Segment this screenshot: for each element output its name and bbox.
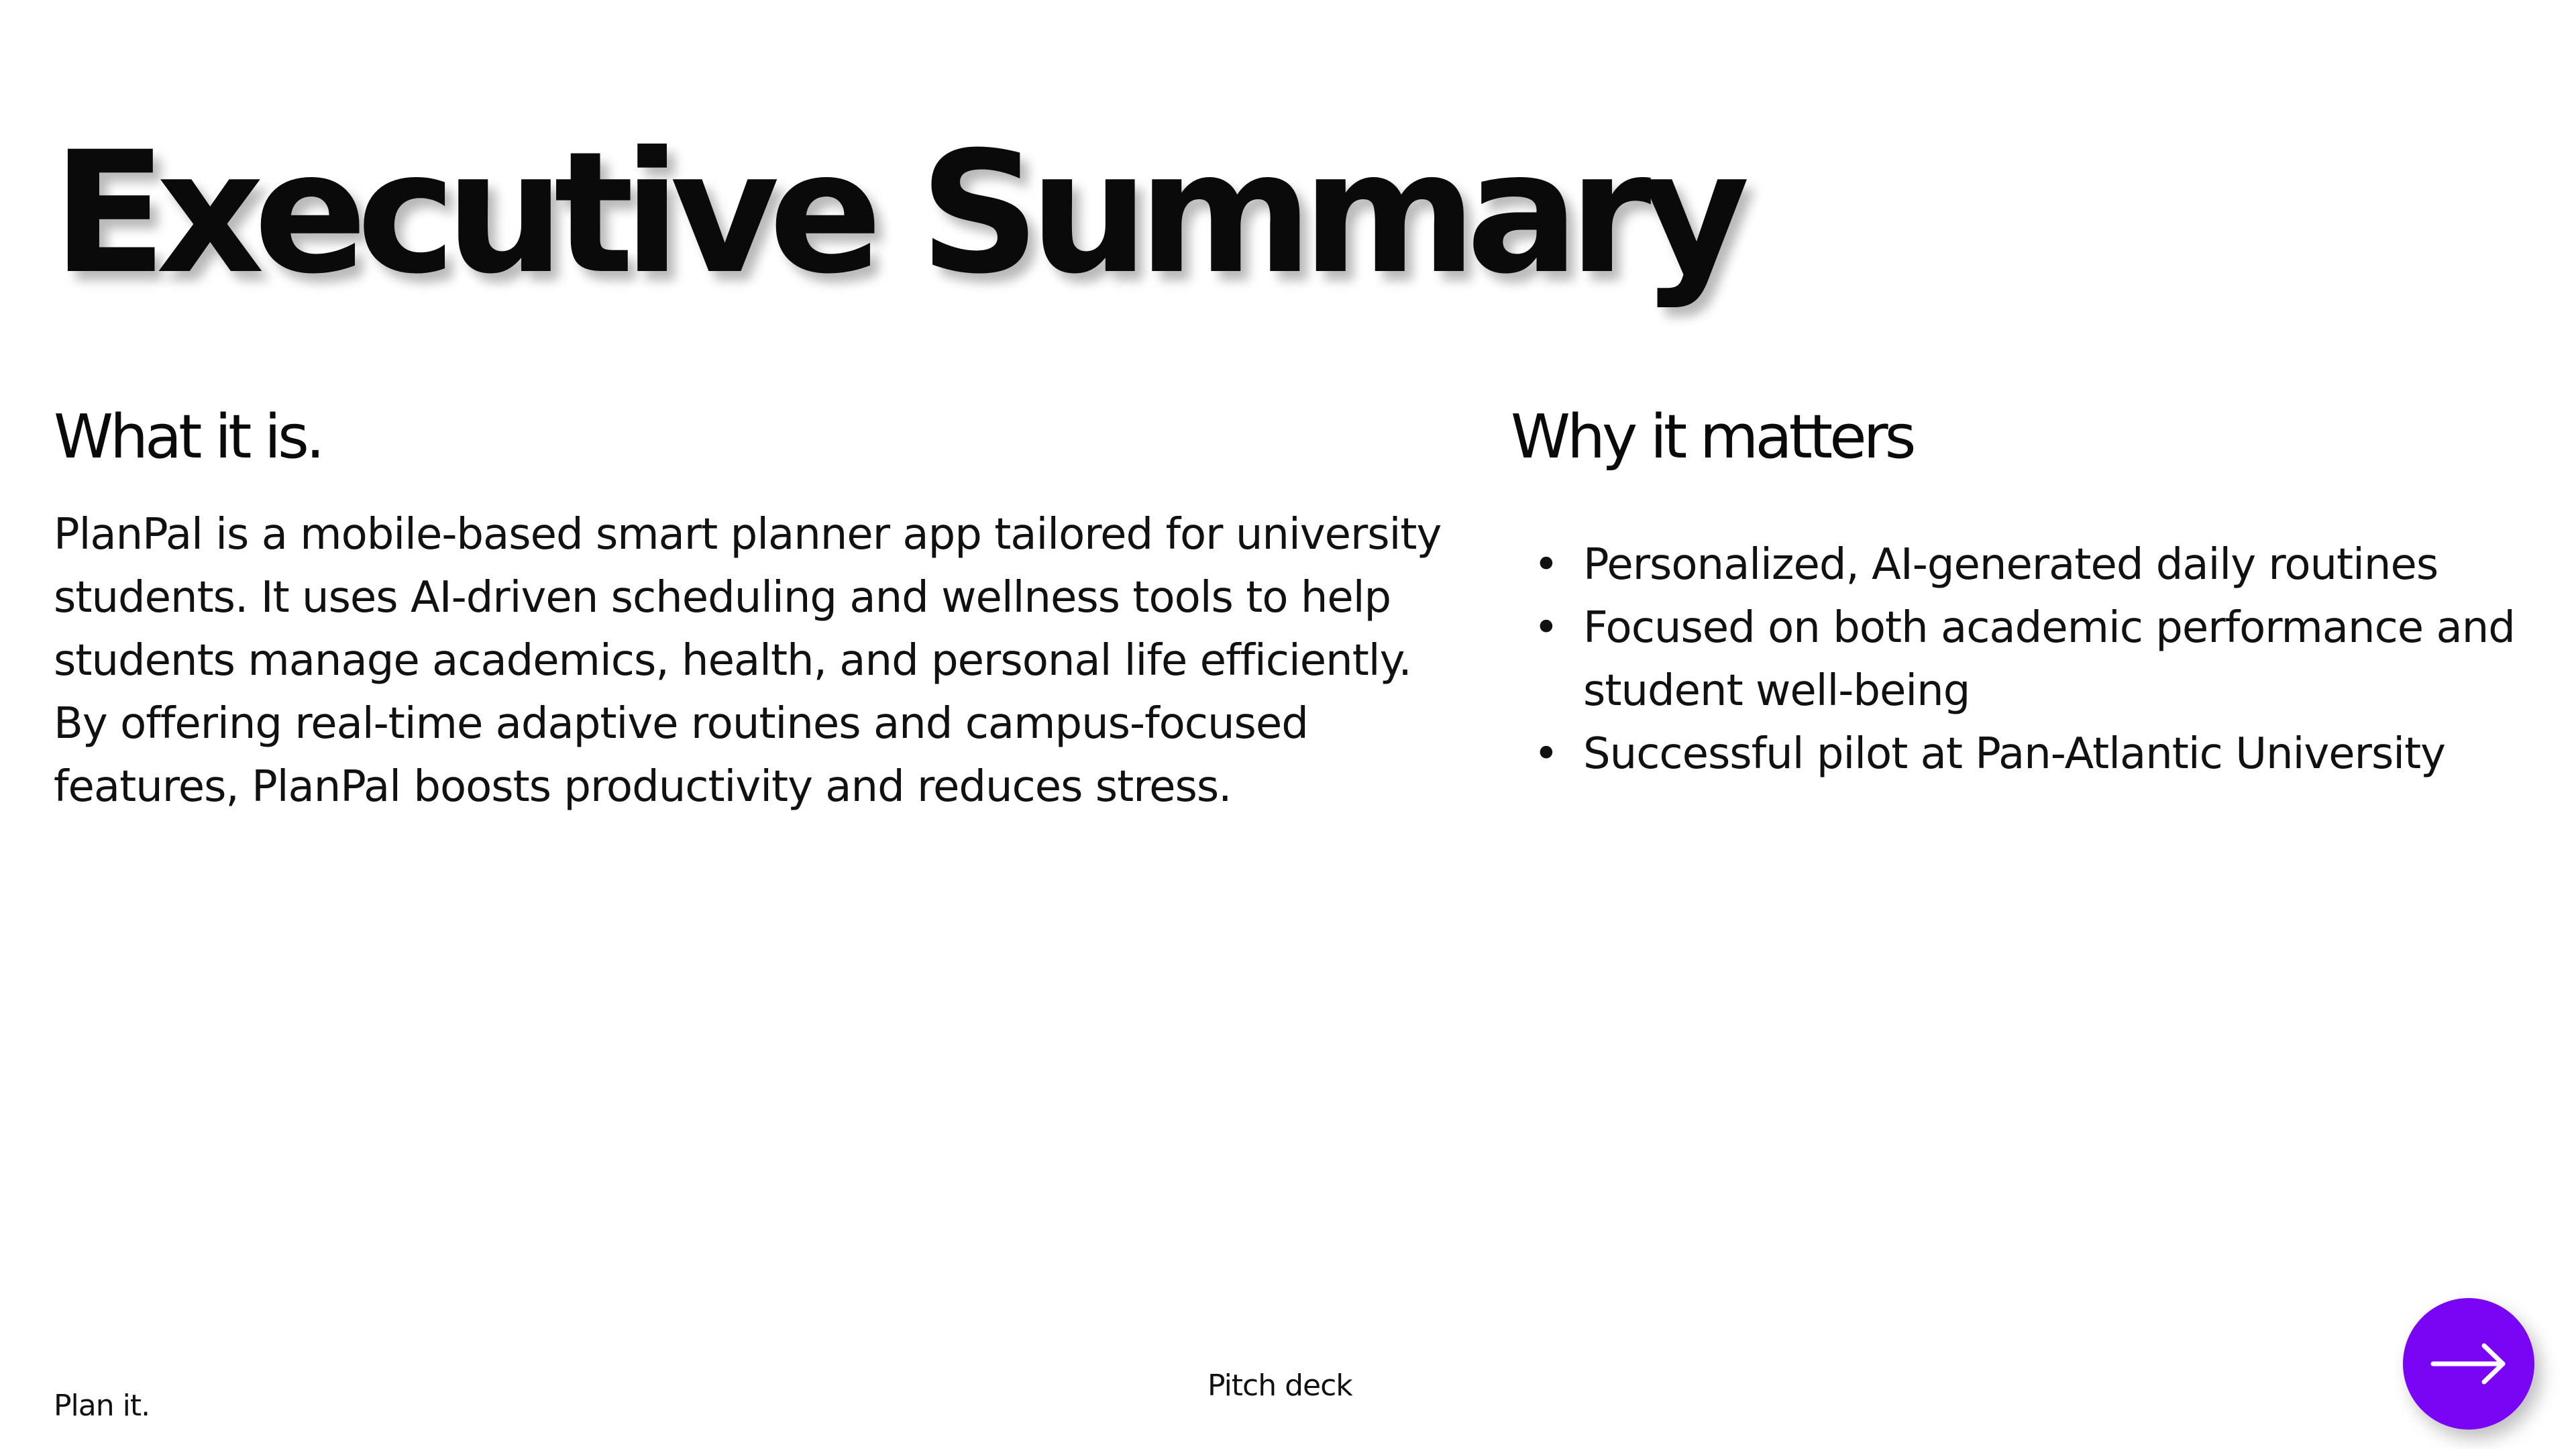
next-slide-button[interactable]: [2403, 1298, 2534, 1430]
what-it-is-heading: What it is.: [54, 402, 322, 472]
arrow-right-icon: [2425, 1320, 2512, 1407]
benefits-list: [1511, 533, 2557, 786]
why-it-matters-heading: Why it matters: [1511, 402, 1913, 472]
summary-paragraph: PlanPal is a mobile-based smart planner app tailored for university students. It uses AI-driven scheduling and wellness tools to help students manage academics, health, and personal life efficiently. By offering real-time adaptive routines and campus-focused features, PlanPal boosts productivity and reduces stress.: [54, 510, 1442, 812]
footer-deck-label: Pitch deck: [1208, 1368, 1352, 1403]
slide-title: Executive Summary: [52, 115, 1739, 311]
benefit-item: • Successful pilot at Pan-Atlantic University: [1511, 722, 2557, 786]
benefit-item: • Focused on both academic performance and student well-being: [1511, 596, 2557, 722]
benefit-item: • Personalized, AI-generated daily routines: [1511, 533, 2557, 596]
footer-tagline: Plan it.: [54, 1389, 150, 1423]
